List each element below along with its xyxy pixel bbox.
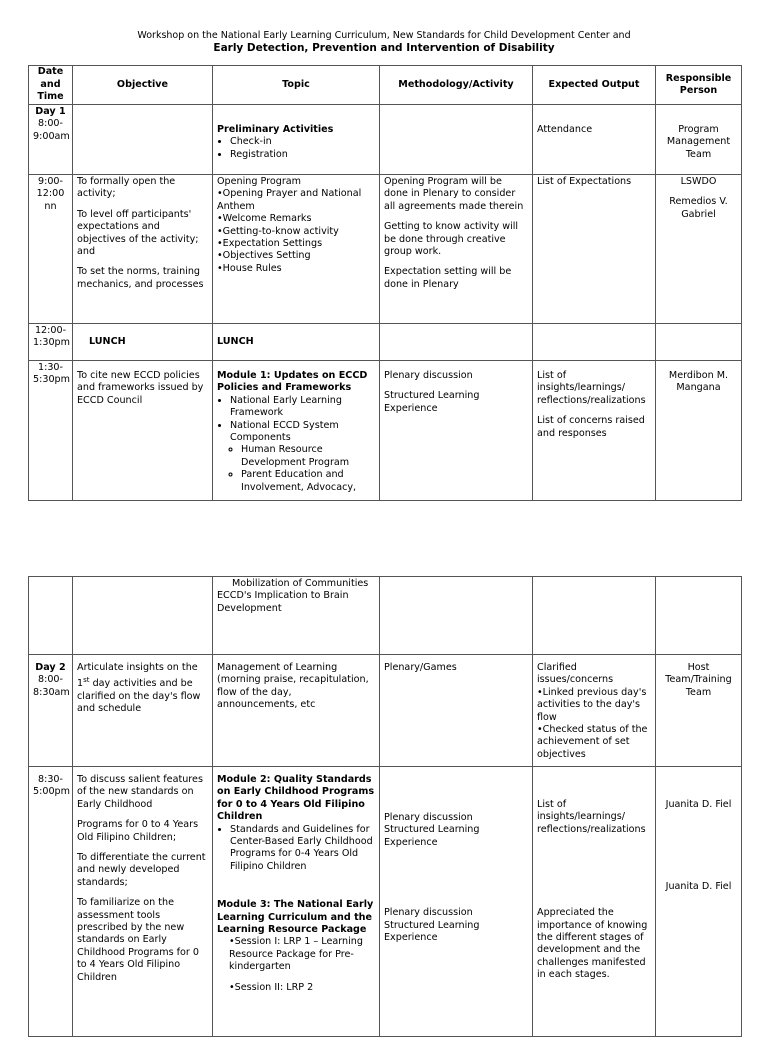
topic-cell (213, 577, 380, 655)
topic-continued: Mobilization of Communities (232, 578, 369, 589)
col-topic: Topic (213, 66, 380, 105)
method-text: Plenary discussion (384, 812, 473, 823)
time-cell (29, 105, 73, 175)
topic-title: Preliminary Activities (217, 124, 334, 135)
output-text: List of insights/learnings/ reflections/realizations (537, 370, 646, 406)
person-text: Merdibon M. Mangana (668, 370, 729, 394)
method-cell (380, 175, 533, 324)
output-text: Appreciated the importance of knowing the different stages of development and the challenges manifested in each stages. (537, 907, 648, 981)
objective-cell (73, 577, 213, 655)
person-cell (656, 655, 742, 767)
topic-list (217, 824, 375, 874)
output-cell (533, 655, 656, 767)
person-cell (656, 577, 742, 655)
list-item: ◦ Parent Education and Involvement, Advocacy, (241, 469, 375, 494)
person-text: Juanita D. Fiel (665, 799, 732, 810)
method-cell (380, 577, 533, 655)
list-item: • National Early Learning Framework (230, 395, 375, 420)
table-row (29, 105, 742, 175)
topic-cell (213, 361, 380, 501)
method-cell (380, 655, 533, 767)
topic-cell (213, 105, 380, 175)
topic-list (217, 395, 375, 445)
module-title: Module 3: The National Early Learning Curriculum and the Learning Resource Package (217, 899, 374, 936)
topic-line: •Objectives Setting (217, 250, 311, 262)
schedule-table-page2 (28, 576, 742, 1037)
method-text: Opening Program will be done in Plenary to consider all agreements made therein (384, 176, 524, 212)
list-item: ◦ Human Resource Development Program (241, 444, 375, 469)
objective-text: To level off participants' expectations and objectives of the activity; and (77, 208, 199, 258)
method-text: Plenary discussion (384, 370, 473, 381)
output-cell (533, 105, 656, 175)
workshop-title-line1: Workshop on the National Early Learning Curriculum, New Standards for Child Development Center and (137, 30, 631, 41)
person-cell (656, 324, 742, 361)
topic-line: Opening Program (217, 176, 301, 187)
col-methodology: Methodology/Activity (380, 66, 533, 105)
person-text: Program Management Team (666, 124, 731, 160)
topic-line: •Welcome Remarks (217, 213, 312, 225)
output-text: List of concerns raised and responses (537, 415, 645, 439)
objective-text: Programs for 0 to 4 Years Old Filipino Children; (77, 819, 199, 843)
topic-continued: ECCD's Implication to Brain Development (217, 590, 349, 614)
output-text: Attendance (537, 124, 593, 135)
objective-text: To discuss salient features of the new standards on Early Childhood (77, 774, 203, 810)
col-date-time: Date and Time (29, 66, 73, 105)
method-text: Structured Learning Experience (384, 390, 480, 414)
module-title: Module 1: Updates on ECCD Policies and Frameworks (217, 370, 368, 394)
person-cell (656, 767, 742, 1037)
topic-line: •Getting-to-know activity (217, 225, 339, 237)
method-cell (380, 105, 533, 175)
method-cell (380, 361, 533, 501)
output-line: •Checked status of the achievement of set objectives (537, 724, 648, 760)
time-cell (29, 767, 73, 1037)
day-label: Day 1 (35, 106, 66, 117)
col-objective: Objective (73, 66, 213, 105)
table-row (29, 767, 742, 1037)
objective-cell (73, 105, 213, 175)
list-item: • National ECCD System Components (230, 420, 375, 445)
time-cell: 1:30-5:30pm (29, 361, 73, 501)
output-line: Clarified issues/concerns (537, 662, 614, 686)
schedule-table-page1 (28, 65, 742, 501)
topic-line: •Expectation Settings (217, 238, 323, 250)
topic-sublist (217, 444, 375, 494)
time-value: 8:00-8:30am (33, 674, 70, 698)
table-row (29, 324, 742, 361)
topic-line: •House Rules (217, 262, 282, 274)
time-cell (29, 577, 73, 655)
output-cell (533, 324, 656, 361)
method-text: Expectation setting will be done in Plenary (384, 266, 512, 290)
output-cell (533, 361, 656, 501)
time-value: 8:00-9:00am (33, 118, 70, 142)
topic-cell: LUNCH (213, 324, 380, 361)
method-text: Getting to know activity will be done through creative group work. (384, 221, 519, 258)
table-row (29, 655, 742, 767)
col-expected-output: Expected Output (533, 66, 656, 105)
day-label: Day 2 (35, 662, 66, 673)
method-text: Structured Learning Experience (384, 919, 480, 944)
objective-cell (73, 361, 213, 501)
topic-cell (213, 655, 380, 767)
list-item: • Check-in (230, 136, 375, 148)
topic-cell (213, 175, 380, 324)
objective-text: To familiarize on the assessment tools prescribed by the new standards on Early Childhood Programs for 0 to 4 Years Old Filipino Children (77, 897, 200, 983)
person-text: Juanita D. Fiel (665, 881, 732, 893)
objective-cell (73, 655, 213, 767)
method-text: Plenary discussion (384, 907, 473, 919)
document-header (0, 30, 768, 55)
session-line: •Session I: LRP 1 – Learning Resource Package for Pre-kindergarten (229, 936, 363, 973)
method-cell (380, 767, 533, 1037)
objective-cell (73, 175, 213, 324)
topic-line: •Opening Prayer and National Anthem (217, 188, 362, 212)
module-title: Module 2: Quality Standards on Early Childhood Programs for 0 to 4 Years Old Filipino Children (217, 774, 375, 823)
time-cell: 12:00-1:30pm (29, 324, 73, 361)
objective-text: To differentiate the current and newly developed standards; (77, 852, 206, 888)
method-text: Structured Learning Experience (384, 824, 480, 848)
objective-text: To set the norms, training mechanics, and processes (77, 266, 204, 290)
method-cell (380, 324, 533, 361)
objective-text: Articulate insights on the 1st day activities and be clarified on the day's flow and schedule (77, 662, 201, 715)
workshop-title-line2: Early Detection, Prevention and Intervention of Disability (213, 42, 555, 54)
person-text: LSWDO (680, 176, 717, 187)
topic-text: Management of Learning (morning praise, recapitulation, flow of the day, announcements, etc (217, 662, 369, 711)
col-responsible-person: Responsible Person (656, 66, 742, 105)
table-row (29, 361, 742, 501)
list-item: • Registration (230, 149, 375, 161)
output-cell (533, 767, 656, 1037)
person-text: Remedios V. Gabriel (669, 196, 728, 220)
objective-text: To cite new ECCD policies and frameworks issued by ECCD Council (77, 370, 204, 406)
topic-cell (213, 767, 380, 1037)
output-line: •Linked previous day's activities to the day's flow (537, 686, 647, 723)
time-value: 8:30-5:00pm (33, 774, 70, 798)
header-row (29, 66, 742, 105)
output-cell (533, 577, 656, 655)
list-item: • Standards and Guidelines for Center-Based Early Childhood Programs for 0-4 Years Old Filipino Children (230, 824, 375, 874)
topic-list (217, 136, 375, 161)
person-cell (656, 105, 742, 175)
objective-cell (73, 767, 213, 1037)
objective-text: To formally open the activity; (77, 176, 176, 200)
method-text: Plenary/Games (384, 662, 457, 673)
time-cell: 9:00-12:00 nn (29, 175, 73, 324)
session-line: •Session II: LRP 2 (229, 981, 314, 993)
objective-cell: LUNCH (73, 324, 213, 361)
table-row (29, 577, 742, 655)
person-cell (656, 361, 742, 501)
output-text: List of insights/learnings/ reflections/realizations (537, 799, 646, 835)
person-cell (656, 175, 742, 324)
table-row (29, 175, 742, 324)
output-cell: List of Expectations (533, 175, 656, 324)
time-cell (29, 655, 73, 767)
person-text: Host Team/Training Team (665, 662, 732, 698)
